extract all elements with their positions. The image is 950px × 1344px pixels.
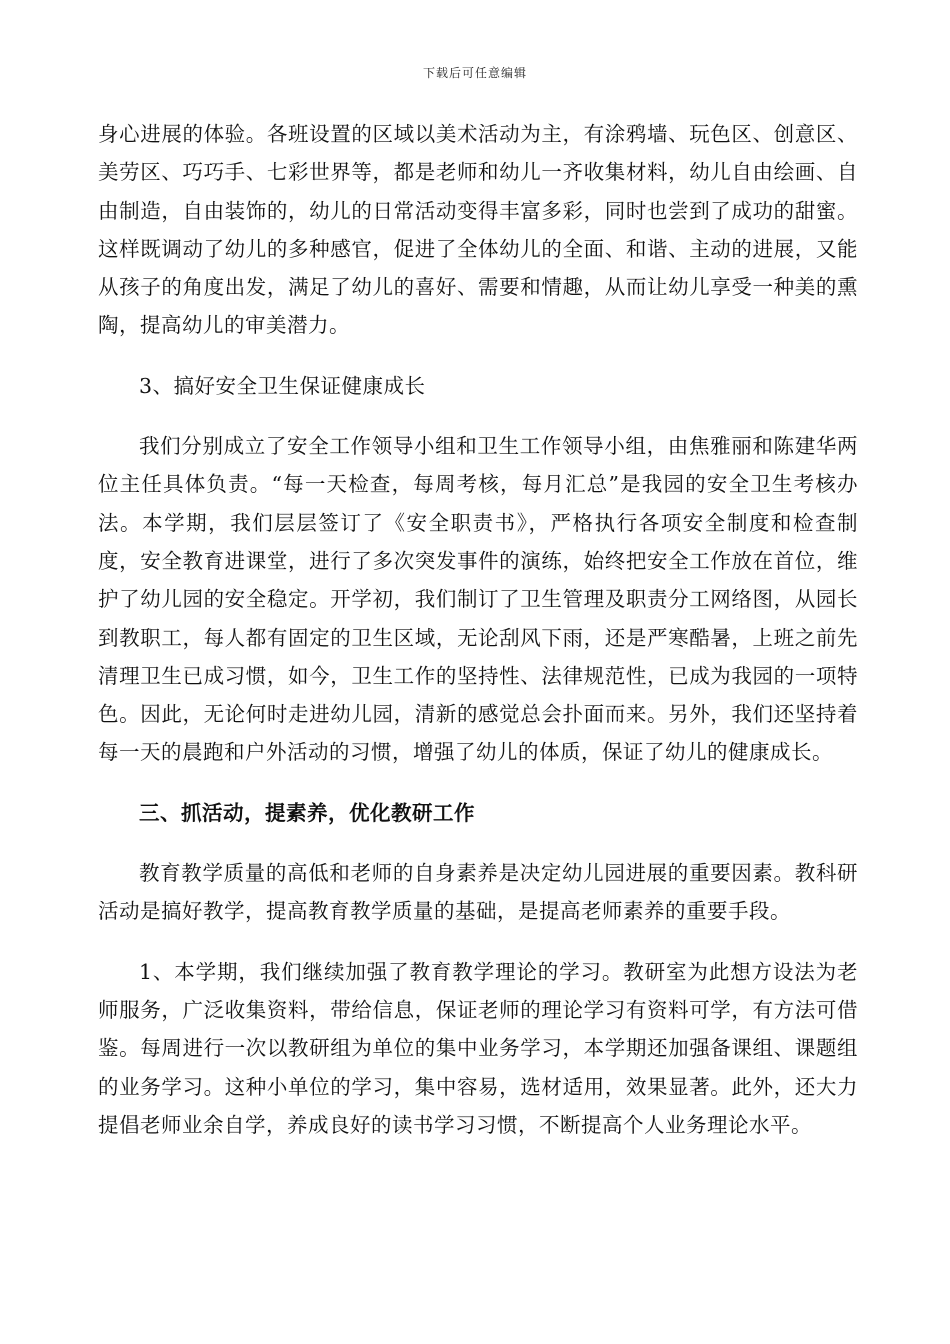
page-header-note: 下载后可任意编辑 (422, 66, 527, 80)
paragraph-safety-hygiene: 我们分别成立了安全工作领导小组和卫生工作领导小组，由焦雅丽和陈建华两位主任具体负责。“每一天检查，每周考核，每月汇总”是我园的安全卫生考核办法。本学期，我们层层签订了《安全职责书》，严格执行各项安全制度和检查制度，安全教育进课堂，进行了多次突发事件的演练，始终把安全工作放在首位，维护了幼儿园的安全稳定。开学初，我们制订了卫生管理及职责分工网络图，从园长到教职工，每人都有固定的卫生区域，无论刮风下雨，还是严寒酷暑，上班之前先清理卫生已成习惯，如今，卫生工作的坚持性、法律规范性，已成为我园的一项特色。因此，无论何时走进幼儿园，清新的感觉总会扑面而来。另外，我们还坚持着每一天的晨跑和户外活动的习惯，增强了幼儿的体质，保证了幼儿的健康成长。 (98, 434, 858, 765)
paragraph-art-areas: 身心进展的体验。各班设置的区域以美术活动为主，有涂鸦墙、玩色区、创意区、美劳区、巧巧手、七彩世界等，都是老师和幼儿一齐收集材料，幼儿自由绘画、自由制造，自由装饰的，幼儿的日常活动变得丰富多彩，同时也尝到了成功的甜蜜。这样既调动了幼儿的多种感官，促进了全体幼儿的全面、和谐、主动的进展，又能从孩子的角度出发，满足了幼儿的喜好、需要和情趣，从而让幼儿享受一种美的熏陶，提高幼儿的审美潜力。 (98, 122, 858, 338)
subheading-safety-hygiene: 3、搞好安全卫生保证健康成长 (139, 373, 426, 398)
paragraph-theory-study: 1、本学期，我们继续加强了教育教学理论的学习。教研室为此想方设法为老师服务，广泛收集资料，带给信息，保证老师的理论学习有资料可学，有方法可借鉴。每周进行一次以教研组为单位的集中业务学习，本学期还加强备课组、课题组的业务学习。这种小单位的学习，集中容易，选材适用，效果显著。此外，还大力提倡老师业余自学，养成良好的读书学习习惯，不断提高个人业务理论水平。 (98, 959, 858, 1137)
paragraph-teaching-quality: 教育教学质量的高低和老师的自身素养是决定幼儿园进展的重要因素。教科研活动是搞好教学，提高教育教学质量的基础，是提高老师素养的重要手段。 (98, 861, 858, 924)
section-heading-teaching-research: 三、抓活动，提素养，优化教研工作 (139, 800, 475, 825)
document-body (98, 115, 858, 1166)
